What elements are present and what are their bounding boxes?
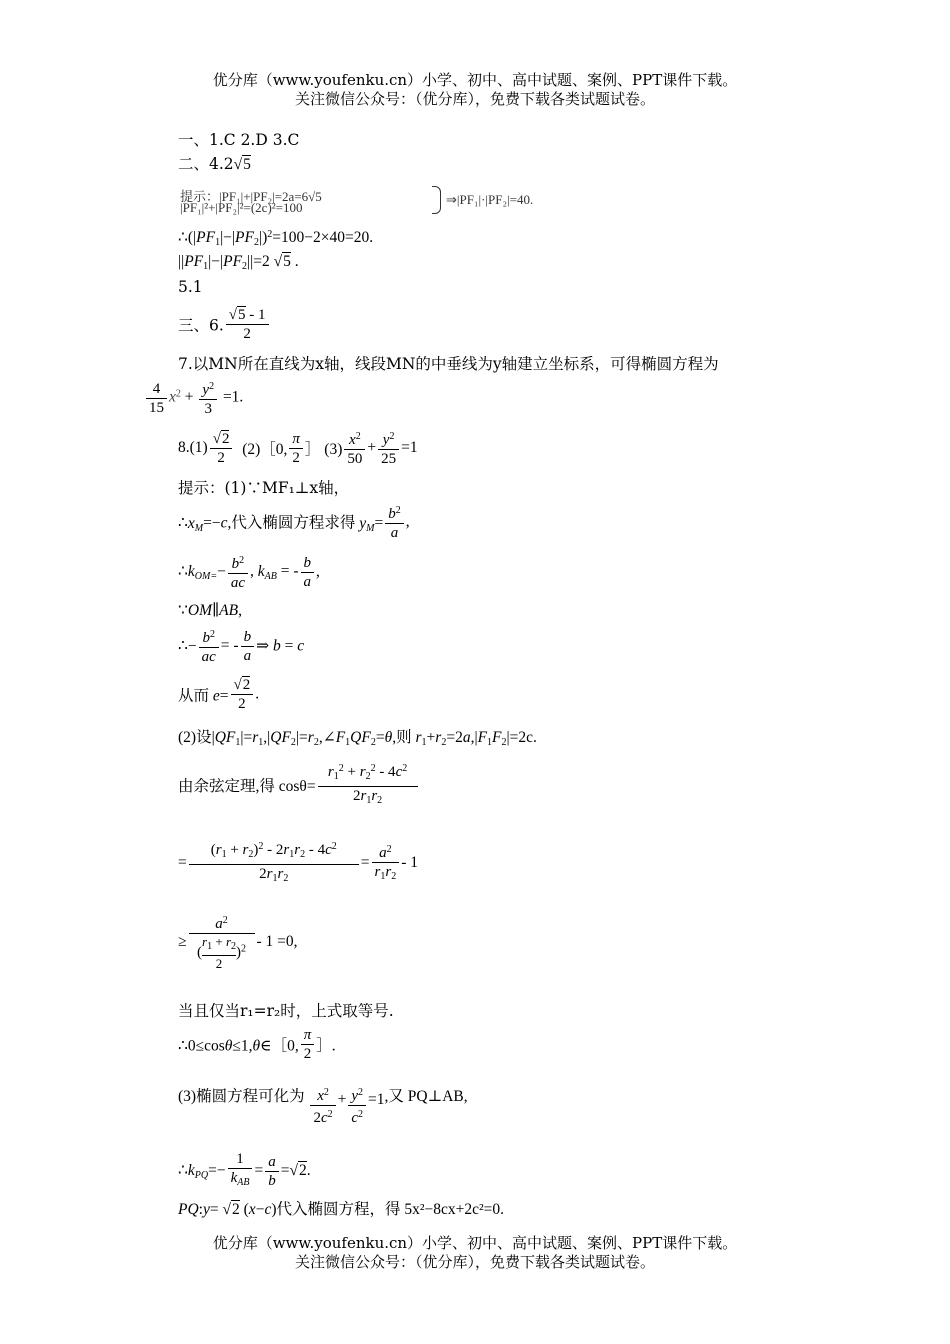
page-footer-line1: 优分库（www.youfenku.cn）小学、初中、高中试题、案例、PPT课件下载。 <box>212 1234 738 1252</box>
answer-q5: 5.1 <box>178 278 203 296</box>
step-slopes: $\therefore k_{OM=}-$ $\frac{b^2}{ac}$ , $k_{AB}$ = - $\frac{b}{a}$ , <box>178 552 320 592</box>
q7-equation: $\frac{4}{15}$ $x^2$ + $\frac{y^2}{3}$ =1. <box>144 378 243 418</box>
answers-section-1: 一、1.C 2.D 3.C <box>178 131 300 149</box>
theta-range: ∴0≤cosθ≤1,θ∈［0, $\frac{\pi}{2}$ ］. <box>178 1027 336 1062</box>
equality-condition: 当且仅当r₁=r₂时，上式取等号. <box>178 1002 394 1020</box>
therefore-line-1: $\therefore(|PF_1|-|PF_2|)^2=100-2\times 40=20$. <box>178 229 374 248</box>
step-eccentricity: 从而 e= $\frac{√2}{2}$ . <box>178 677 260 712</box>
page-header-line1: 优分库（www.youfenku.cn）小学、初中、高中试题、案例、PPT课件下载。 <box>212 71 738 89</box>
answers-section-2: 二、4.2√5 <box>178 155 251 173</box>
part3-tail: ,又 PQ⊥AB, <box>384 1088 468 1105</box>
line-pq: PQ:y= √2 (x−c)代入椭圆方程，得 5x²−8cx+2c²=0. <box>178 1201 505 1218</box>
cosine-simplify: = $\frac{(r_1 + r_2)^2 - 2r_1r_2 - 4c^2}{2r_1r_2}$ = $\frac{a^2}{r_1r_2}$ - 1 <box>178 838 418 888</box>
final-tail: 代入椭圆方程，得 5x²−8cx+2c²=0. <box>276 1201 505 1218</box>
q7-text: 7.以MN所在直线为x轴，线段MN的中垂线为y轴建立坐标系，可得椭圆方程为 <box>178 355 719 373</box>
step-parallel: ∵OM∥AB, <box>178 602 242 619</box>
part3-text: (3)椭圆方程可化为 <box>178 1088 305 1105</box>
hint-label: 提示：(1)∵MF₁⊥x轴， <box>178 479 350 497</box>
cosine-law: 由余弦定理,得 cosθ= $\frac{r_1^2 + r_2^2 - 4c^2}{2r_1r_2}$ <box>178 760 420 810</box>
section-3-prefix: 三、6. <box>178 316 224 335</box>
hint-line-1: 提示：|PF₁|+|PF₂|=2a=6√5 <box>180 189 322 204</box>
hint-result: ⇒|PF₁|·|PF₂|=40. <box>446 192 534 207</box>
part3-ellipse: (3)椭圆方程可化为 $\frac{x^2}{2c^2}$ + $\frac{y^2}{c^2}$ =1,又 PQ⊥AB, <box>178 1084 468 1127</box>
step-b-equals-c: ∴− $\frac{b^2}{ac}$ = - $\frac{b}{a}$ ⇒ b = c <box>178 626 304 666</box>
inequality: ≥ $a^2$ ( $\frac{r_1 + r_2}{2}$ )$^2$ - 1 =0, <box>178 912 298 972</box>
q8-prefix: 8.(1) <box>178 439 208 456</box>
hint-brace <box>432 186 441 214</box>
q8-answers: 8.(1) $\frac{√2}{2}$ (2)［0, $\frac{\pi}{2}$ ］ (3) $\frac{x^2}{50}$ + $\frac{y^2}{25}$ =1 <box>178 428 418 468</box>
answers-section-3: 三、6. $\frac{√5 - 1}{2}$ <box>178 306 271 343</box>
page-footer-line2: 关注微信公众号：（优分库），免费下载各类试题试卷。 <box>294 1253 655 1271</box>
part2-setup: (2)设$|QF_1|=r_1,|QF_2|=r_2,\angle F_1QF_2=\theta$,则 $r_1+r_2=2a,|F_1F_2|=2c$. <box>178 729 537 748</box>
step-xm: $\therefore x_M=-c$,代入椭圆方程求得 $y_M=$ $\frac{b^2}{a}$ , <box>178 502 410 542</box>
cos-label: 由余弦定理,得 cosθ= <box>178 778 316 795</box>
therefore-line-2: $||PF_1|-|PF_2||=2$ √5 . <box>178 253 299 272</box>
hint-line-2: |PF₁|²+|PF₂|²=(2c)²=100 <box>180 200 303 215</box>
section-2-prefix: 二、4.2 <box>178 155 234 173</box>
slope-pq: $\therefore k_{PQ}=-$ $\frac{1}{k_{AB}}$ = $\frac{a}{b}$ =√2. <box>178 1151 311 1189</box>
page-header-line2: 关注微信公众号：（优分库），免费下载各类试题试卷。 <box>294 90 655 108</box>
